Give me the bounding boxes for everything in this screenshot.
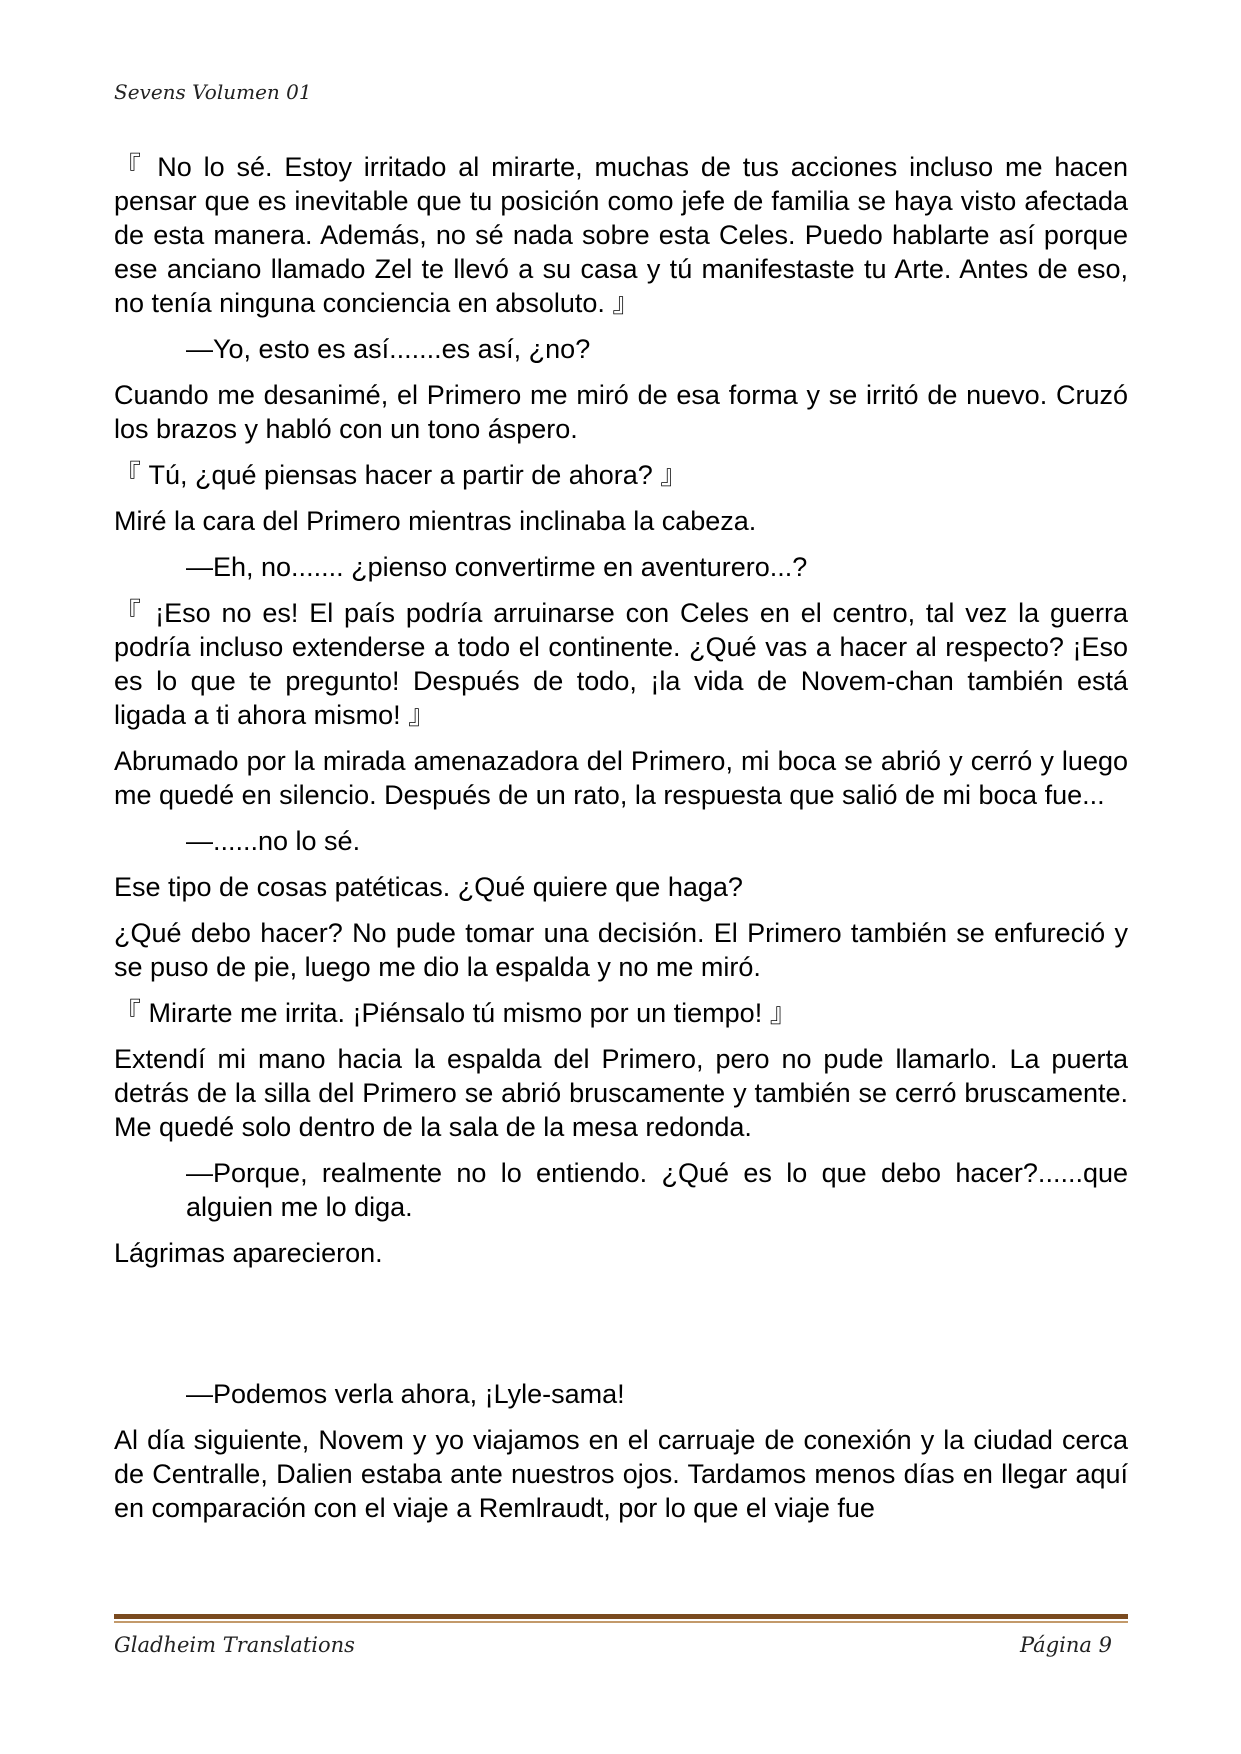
paragraph: 『 ¡Eso no es! El país podría arruinarse con Celes en el centro, tal vez la guerra podría incluso extenderse a todo el continente. ¿Qué vas a hacer al respecto? ¡Eso es lo que te pregunto! Después de todo, ¡la vida de Novem-chan también está ligada a ti ahora mismo! 』 [114,598,1128,730]
paragraph: Ese tipo de cosas patéticas. ¿Qué quiere que haga? [114,872,743,902]
paragraph-dialogue: —Yo, esto es así.......es así, ¿no? [186,334,591,364]
paragraph: Miré la cara del Primero mientras inclinaba la cabeza. [114,506,757,536]
footer-publisher: Gladheim Translations [114,1633,355,1657]
paragraph: Extendí mi mano hacia la espalda del Primero, pero no pude llamarlo. La puerta detrás de la silla del Primero se abrió bruscamente y también se cerró bruscamente. Me quedé solo dentro de la sala de la mesa redonda. [114,1044,1128,1142]
page-header: Sevens Volumen 01 [114,80,312,104]
document-body [114,150,1128,1537]
paragraph: Lágrimas aparecieron. [114,1238,383,1268]
paragraph: 『 Mirarte me irrita. ¡Piénsalo tú mismo por un tiempo! 』 [114,998,797,1028]
paragraph: 『 Tú, ¿qué piensas hacer a partir de ahora? 』 [114,460,688,490]
scene-break [114,1282,1128,1377]
paragraph: Abrumado por la mirada amenazadora del Primero, mi boca se abrió y cerró y luego me quedé en silencio. Después de un rato, la respuesta que salió de mi boca fue... [114,746,1128,810]
paragraph-dialogue: —Porque, realmente no lo entiendo. ¿Qué es lo que debo hacer?......que alguien me lo diga. [186,1158,1128,1222]
paragraph: Al día siguiente, Novem y yo viajamos en el carruaje de conexión y la ciudad cerca de Centralle, Dalien estaba ante nuestros ojos. Tardamos menos días en llegar aquí en comparación con el viaje a Remlraudt, por lo que el viaje fue [114,1425,1128,1523]
paragraph-dialogue: —Podemos verla ahora, ¡Lyle-sama! [186,1379,625,1409]
footer-rule-light [114,1621,1128,1623]
paragraph: ¿Qué debo hacer? No pude tomar una decisión. El Primero también se enfureció y se puso de pie, luego me dio la espalda y no me miró. [114,918,1128,982]
paragraph-dialogue: —......no lo sé. [186,826,361,856]
page-number: Página 9 [1020,1633,1112,1657]
paragraph: Cuando me desanimé, el Primero me miró de esa forma y se irritó de nuevo. Cruzó los brazos y habló con un tono áspero. [114,380,1128,444]
paragraph: 『 No lo sé. Estoy irritado al mirarte, muchas de tus acciones incluso me hacen pensar que es inevitable que tu posición como jefe de familia se haya visto afectada de esta manera. Además, no sé nada sobre esta Celes. Puedo hablarte así porque ese anciano llamado Zel te llevó a su casa y tú manifestaste tu Arte. Antes de eso, no tenía ninguna conciencia en absoluto. 』 [114,152,1128,318]
paragraph-dialogue: —Eh, no....... ¿pienso convertirme en aventurero...? [186,552,808,582]
footer-rule-dark [114,1614,1128,1619]
